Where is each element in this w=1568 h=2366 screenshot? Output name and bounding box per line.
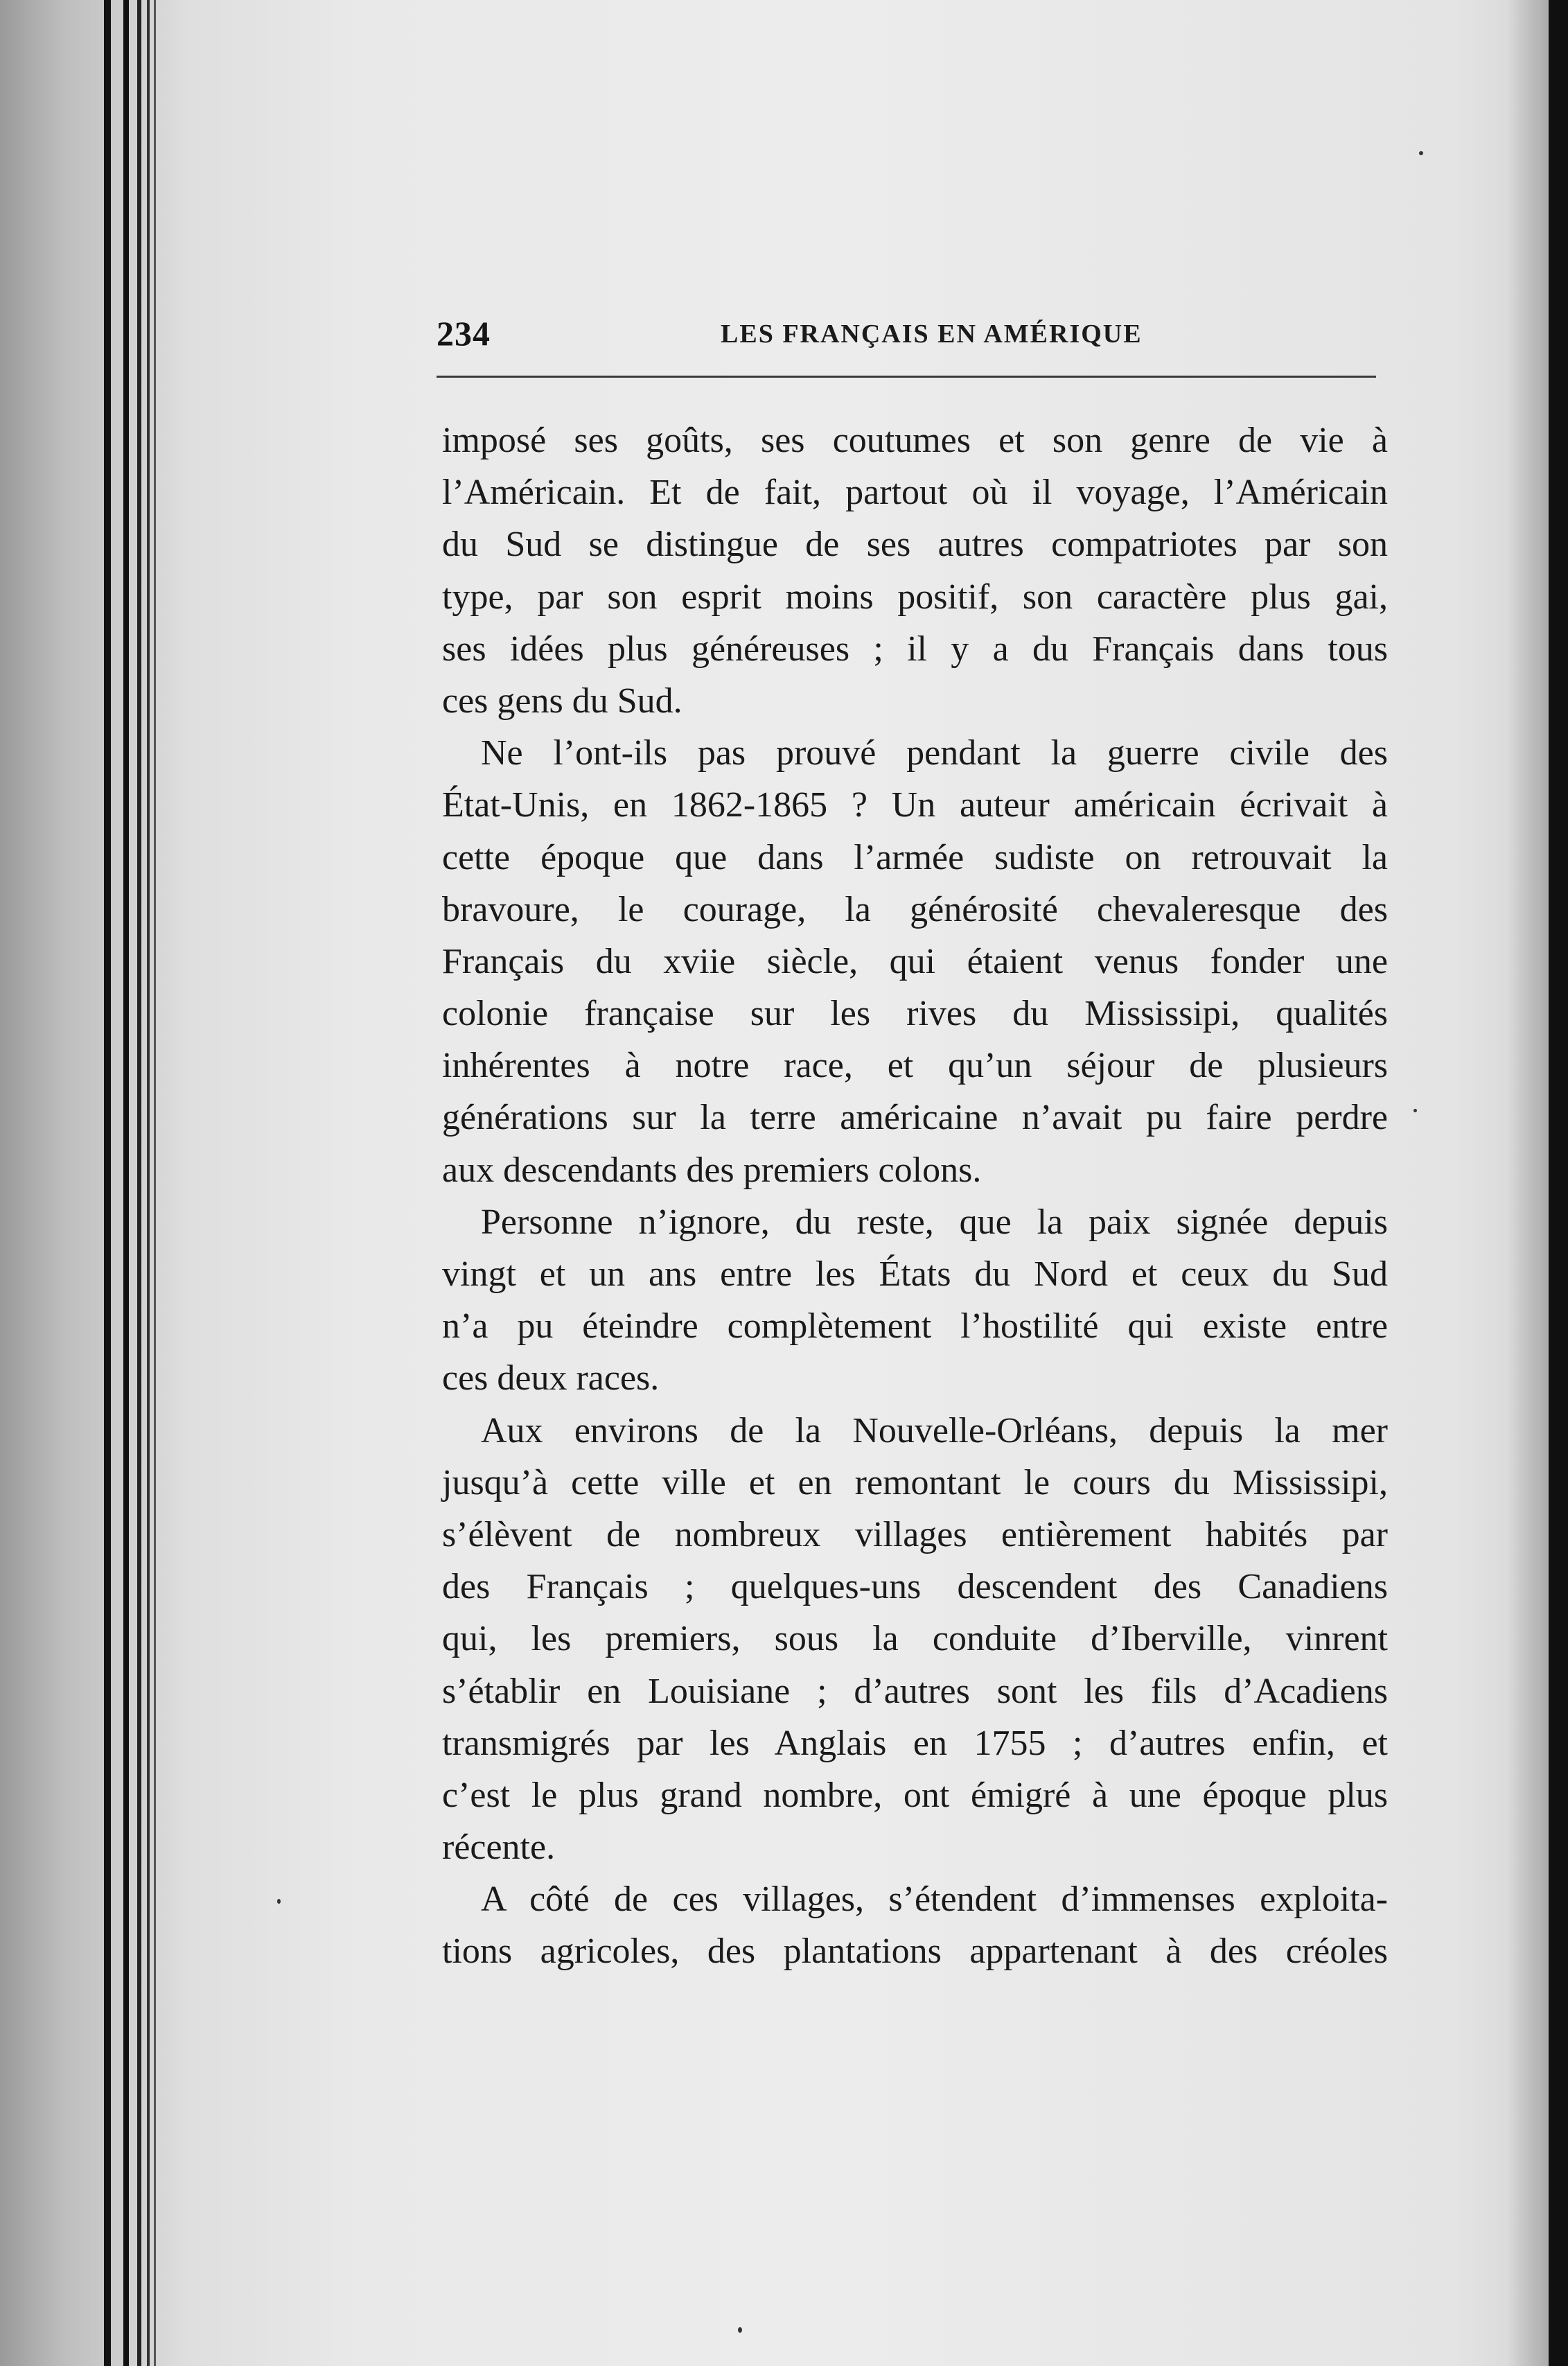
text-line: c’est le plus grand nombre, ont émigré à une époque plus (442, 1775, 1388, 1815)
text-line: type, par son esprit moins positif, son caractère plus gai, (442, 577, 1388, 617)
body-text (442, 414, 1388, 1978)
text-line: État-Unis, en 1862-1865 ? Un auteur américain écrivait à (442, 785, 1388, 825)
text-line: vingt et un ans entre les États du Nord et ceux du Sud (442, 1254, 1388, 1294)
text-line: Ne l’ont-ils pas prouvé pendant la guerre civile des (481, 733, 1388, 773)
text-line: s’élèvent de nombreux villages entièrement habités par (442, 1514, 1388, 1554)
page-edge-shadow (1507, 0, 1549, 2366)
text-line: récente. (442, 1828, 556, 1868)
text-line: générations sur la terre américaine n’avait pu faire perdre (442, 1098, 1388, 1138)
text-line: jusqu’à cette ville et en remontant le cours du Mississipi, (442, 1462, 1388, 1502)
text-line: cette époque que dans l’armée sudiste on retrouvait la (442, 837, 1388, 877)
ink-speck (277, 1899, 281, 1904)
text-line: ces gens du Sud. (442, 681, 682, 721)
text-line: Français du xviie siècle, qui étaient venus fonder une (442, 941, 1388, 981)
text-line: qui, les premiers, sous la conduite d’Iberville, vinrent (442, 1619, 1388, 1659)
ink-speck (1413, 1109, 1417, 1112)
ink-speck (1419, 151, 1423, 155)
text-line: du Sud se distingue de ses autres compatriotes par son (442, 525, 1388, 565)
text-line: ses idées plus généreuses ; il y a du Français dans tous (442, 629, 1388, 669)
text-line: tions agricoles, des plantations appartenant à des créoles (442, 1931, 1388, 1972)
binding-line (104, 0, 111, 2366)
page-right-edge (1549, 0, 1568, 2366)
text-line: transmigrés par les Anglais en 1755 ; d’autres enfin, et (442, 1723, 1388, 1763)
page-header (437, 313, 1376, 369)
text-line: inhérentes à notre race, et qu’un séjour de plusieurs (442, 1046, 1388, 1086)
text-line: n’a pu éteindre complètement l’hostilité qui existe entre (442, 1306, 1388, 1347)
header-rule (437, 376, 1376, 378)
ink-speck (738, 2327, 742, 2333)
page-binding-shadow (0, 0, 187, 2366)
page-number: 234 (437, 314, 491, 353)
text-line: aux descendants des premiers colons. (442, 1150, 982, 1190)
binding-line (147, 0, 150, 2366)
text-line: Aux environs de la Nouvelle-Orléans, depuis la mer (481, 1410, 1388, 1451)
text-line: bravoure, le courage, la générosité chevaleresque des (442, 889, 1388, 929)
text-line: ces deux races. (442, 1358, 660, 1399)
binding-line (137, 0, 141, 2366)
text-line: l’Américain. Et de fait, partout où il voyage, l’Américain (442, 473, 1388, 513)
running-title: LES FRANÇAIS EN AMÉRIQUE (721, 319, 1143, 349)
binding-line (123, 0, 129, 2366)
text-line: Personne n’ignore, du reste, que la paix signée depuis (481, 1202, 1388, 1242)
binding-line (154, 0, 156, 2366)
text-line: des Français ; quelques-uns descendent des Canadiens (442, 1567, 1388, 1607)
text-line: colonie française sur les rives du Mississipi, qualités (442, 994, 1388, 1034)
text-line: A côté de ces villages, s’étendent d’immenses exploita- (481, 1879, 1388, 1920)
text-line: s’établir en Louisiane ; d’autres sont les fils d’Acadiens (442, 1671, 1388, 1711)
text-line: imposé ses goûts, ses coutumes et son genre de vie à (442, 421, 1388, 460)
